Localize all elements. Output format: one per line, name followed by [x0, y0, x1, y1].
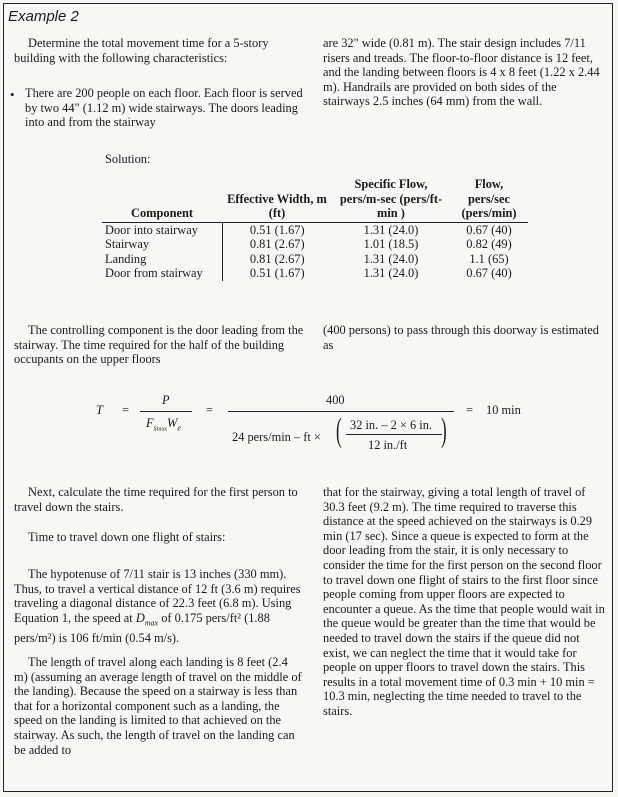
table-cell: Door from stairway [102, 266, 222, 281]
bullet-dot: • [10, 87, 15, 102]
table-cell: 1.31 (24.0) [363, 251, 419, 266]
eq-den-fs-we: $F_{smax}W_e$ [146, 416, 181, 433]
intro-paragraph-left: Determine the total movement time for a 5-story building with the following characteristics: [14, 36, 269, 65]
next-paragraph: Next, calculate the time required for the first person to travel down the stairs. [14, 485, 298, 514]
eq-paren-left: ( [336, 412, 342, 449]
eq-equals-2: = [206, 403, 213, 417]
table-cell: 1.1 (65) [469, 251, 509, 266]
table-cell: Landing [102, 252, 222, 267]
controlling-paragraph-left: The controlling component is the door leading from the stairway. The time required for the half of the building occupants on the upper floors [14, 323, 304, 367]
hypotenuse-paragraph: The hypotenuse of 7/11 stair is 13 inches (330 mm). Thus, to travel a vertical distance of 12 ft (3.6 m) requires traveling a diagonal distance of 22.3 feet (6.8 m). Using Equation 1, the speed at $D_{max}$ of 0.175 pers/ft² (1.88 pers/m²) is 106 ft/min (0.54 m/s). [14, 567, 301, 645]
intro-paragraph-right: are 32" wide (0.81 m). The stair design includes 7/11 risers and treads. The floor-to-floor distance is 12 feet, and the landing between floors is 4 x 8 feet (1.22 x 2.44 m). Handrails are provided on both sides of the stairways 2.5 inches (64 mm) from the wall. [323, 36, 600, 109]
table-cell: Door into stairway [102, 222, 222, 237]
controlling-paragraph-right: (400 persons) to pass through this doorway is estimated as [323, 323, 600, 352]
header-effective-width: Effective Width, m (ft) [227, 191, 327, 220]
eq-fraction-line-1 [140, 411, 192, 412]
table-cell: 0.81 (2.67) [249, 237, 305, 251]
eq-result: 10 min [486, 403, 521, 417]
table-cell: 0.51 (1.67) [249, 266, 305, 280]
table-row [102, 252, 528, 267]
table-cell: 0.67 (40) [466, 222, 512, 237]
table-row [102, 237, 528, 252]
table-cell: 1.31 (24.0) [363, 266, 419, 280]
component-table [102, 177, 528, 281]
table-cell: Stairway [102, 237, 222, 252]
eq-equals-1: = [122, 403, 129, 417]
eq-equals-3: = [466, 403, 473, 417]
eq-den-rate: 24 pers/min – ft × [232, 430, 321, 444]
eq-lhs: T [96, 403, 103, 417]
header-specific-flow: Specific Flow, pers/m-sec (pers/ft-min ) [339, 177, 443, 220]
landing-paragraph: The length of travel along each landing is 8 feet (2.4 m) (assuming an average length of travel on the middle of the landing). Because the speed on a stairway is less than that for a horizontal component such as a landing, the speed on the landing is limited to that achieved on the stairway. As such, the length of travel on the landing can be added to [14, 655, 302, 757]
flight-label: Time to travel down one flight of stairs: [28, 530, 226, 544]
header-component: Component [131, 206, 193, 220]
table-cell: 0.51 (1.67) [249, 222, 305, 237]
solution-label: Solution: [105, 152, 151, 166]
eq-inner-num: 32 in. – 2 × 6 in. [350, 418, 433, 432]
eq-num-400: 400 [326, 393, 345, 407]
bullet-paragraph: There are 200 people on each floor. Each floor is served by two 44" (1.12 m) wide stairways. The doors leading into and from the stairway [25, 86, 303, 130]
table-cell: 0.67 (40) [466, 266, 512, 280]
header-flow: Flow, pers/sec (pers/min) [461, 177, 517, 220]
eq-inner-den: 12 in./ft [368, 438, 408, 452]
table-cell: 0.81 (2.67) [249, 251, 305, 266]
table-cell: 1.31 (24.0) [363, 222, 419, 237]
table-row [102, 222, 528, 237]
eq-num-p: P [162, 393, 170, 407]
table-cell: 1.01 (18.5) [363, 237, 419, 251]
eq-fraction-line-3 [346, 434, 442, 435]
example-title: Example 2 [8, 8, 79, 25]
right-column-paragraph: that for the stairway, giving a total length of travel of 30.3 feet (9.2 m). The time required to traverse this distance at the speed achieved on the stairways is 0.29 min (17 sec). Since a queue is expected to form at the door leading from the stair, it is only necessary to consider the time for the first person on the second floor to travel down one flight of stairs to the first floor since people coming from upper floors are expected to encounter a queue. As the time that people would wait in the queue would be greater than the time that would be needed to travel down the stairs if the queue did not exist, we can neglect the time that it would take for people on upper floors to travel down the stairs. This results in a total movement time of 0.3 min + 10 min = 10.3 min, neglecting the time needed to travel to the stairs. [323, 485, 605, 718]
table-cell: 0.82 (49) [466, 237, 512, 251]
table-row [102, 266, 528, 281]
eq-paren-right: ) [441, 412, 447, 449]
